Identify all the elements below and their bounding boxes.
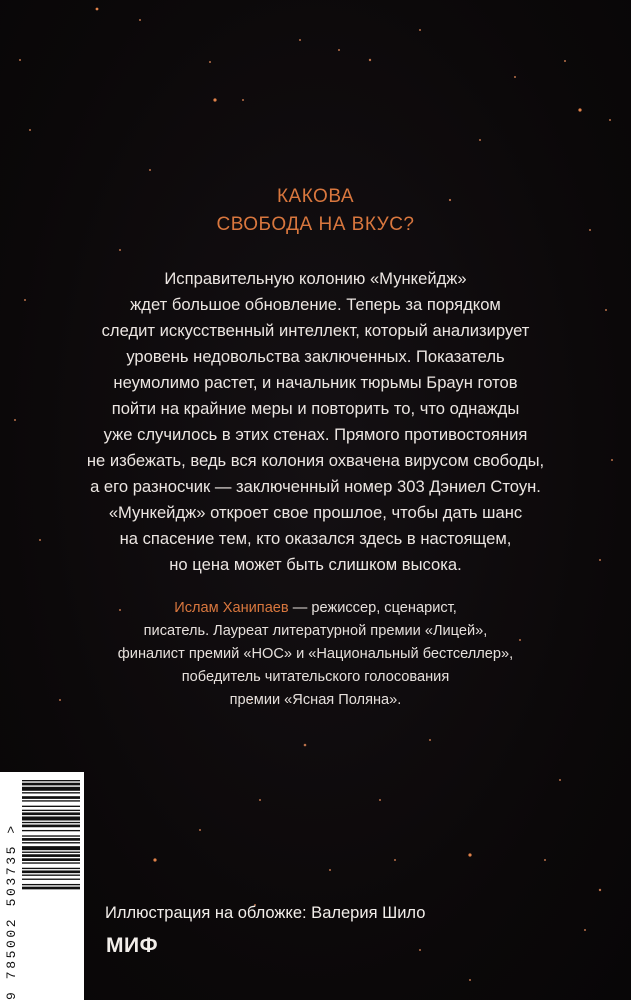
star (119, 249, 121, 251)
barcode-bar (22, 780, 80, 781)
isbn-number: 9 785002 503735 > (4, 823, 19, 1000)
barcode-bar (22, 800, 80, 801)
star (379, 799, 381, 801)
author-bio-line: писатель. Лауреат литературной премии «Лицей», (143, 623, 488, 639)
barcode-bar (22, 887, 80, 890)
star (139, 19, 141, 21)
barcode-bar (22, 870, 80, 873)
barcode-bar (22, 810, 80, 811)
annotation-line: пойти на крайние меры и повторить то, что однажды (111, 399, 520, 418)
star (14, 419, 16, 421)
star (329, 869, 331, 871)
tagline-heading (0, 183, 631, 239)
star (304, 744, 307, 747)
barcode-bars (22, 778, 80, 994)
star (578, 108, 581, 111)
barcode-bar (22, 796, 80, 799)
barcode-bar (22, 884, 80, 885)
barcode-bar (22, 825, 80, 828)
annotation-line: а его разносчик — заключенный номер 303 Дэниел Стоун. (90, 477, 541, 496)
star (514, 76, 516, 78)
illustration-credit: Иллюстрация на обложке: Валерия Шило (105, 904, 426, 922)
tagline-line-2: СВОБОДА НА ВКУС? (216, 214, 415, 235)
annotation-line: не избежать, ведь вся колония охвачена вирусом свободы, (86, 451, 545, 470)
star (369, 59, 371, 61)
barcode-bar (22, 783, 80, 786)
author-name: Ислам Ханипаев (174, 600, 289, 616)
barcode-bar (22, 787, 80, 791)
barcode-bar (22, 852, 80, 853)
annotation-line: но цена может быть слишком высока. (169, 555, 462, 574)
author-bio-text: — режиссер, сценарист, (288, 600, 457, 616)
star (209, 61, 211, 63)
star (429, 739, 431, 741)
annotation-line: Исправительную колонию «Мункейдж» (164, 269, 467, 288)
barcode-bar (22, 846, 80, 850)
star (599, 889, 601, 891)
star (419, 949, 421, 951)
isbn-barcode (0, 772, 84, 1000)
barcode-bar (22, 879, 80, 880)
star (469, 979, 471, 981)
barcode-bar (22, 822, 80, 823)
star (544, 859, 546, 861)
annotation-line: «Мункейдж» откроет свое прошлое, чтобы дать шанс (108, 503, 523, 522)
star (468, 853, 471, 856)
star (559, 779, 561, 781)
author-bio-line: победитель читательского голосования (181, 669, 450, 685)
barcode-bar (22, 838, 80, 841)
author-bio (40, 597, 591, 712)
barcode-bar (22, 835, 80, 836)
barcode-bar (22, 875, 80, 876)
annotation-line: неумолимо растет, и начальник тюрьмы Браун готов (113, 373, 518, 392)
star (242, 99, 244, 101)
star (338, 49, 340, 51)
barcode-bar (22, 812, 80, 815)
annotation-line: уровень недовольства заключенных. Показатель (126, 347, 505, 366)
star (213, 98, 216, 101)
star (605, 309, 607, 311)
star (394, 859, 396, 861)
star (149, 169, 151, 171)
author-bio-line: премии «Ясная Поляна». (229, 692, 402, 708)
barcode-bar (22, 792, 80, 793)
star (96, 8, 99, 11)
author-bio-line: финалист премий «НОС» и «Национальный бестселлер», (117, 646, 514, 662)
star (299, 39, 301, 41)
tagline-line-1: КАКОВА (276, 186, 355, 207)
annotation-line: следит искусственный интеллект, который анализирует (101, 321, 530, 340)
star (19, 59, 21, 61)
book-annotation (40, 266, 591, 578)
star (259, 799, 261, 801)
star (419, 29, 421, 31)
annotation-line: ждет большое обновление. Теперь за порядком (130, 295, 501, 314)
barcode-bar (22, 854, 80, 857)
barcode-bar (22, 868, 80, 869)
barcode-bar (22, 830, 80, 831)
barcode-bar (22, 858, 80, 861)
barcode-bar (22, 862, 80, 863)
star (611, 459, 613, 461)
star (609, 119, 611, 121)
star (153, 858, 156, 861)
star (564, 60, 566, 62)
star (29, 129, 31, 131)
star (479, 139, 481, 141)
star (199, 829, 201, 831)
star (584, 929, 586, 931)
annotation-line: на спасение тем, кто оказался здесь в настоящем, (119, 529, 512, 548)
star (24, 299, 26, 301)
barcode-bar (22, 806, 80, 807)
author-bio-line (40, 597, 591, 620)
star (599, 559, 601, 561)
annotation-line: уже случилось в этих стенах. Прямого противостояния (103, 425, 528, 444)
publisher-logo: МИФ (106, 934, 159, 957)
barcode-bar (22, 816, 80, 820)
barcode-bar (22, 842, 80, 843)
